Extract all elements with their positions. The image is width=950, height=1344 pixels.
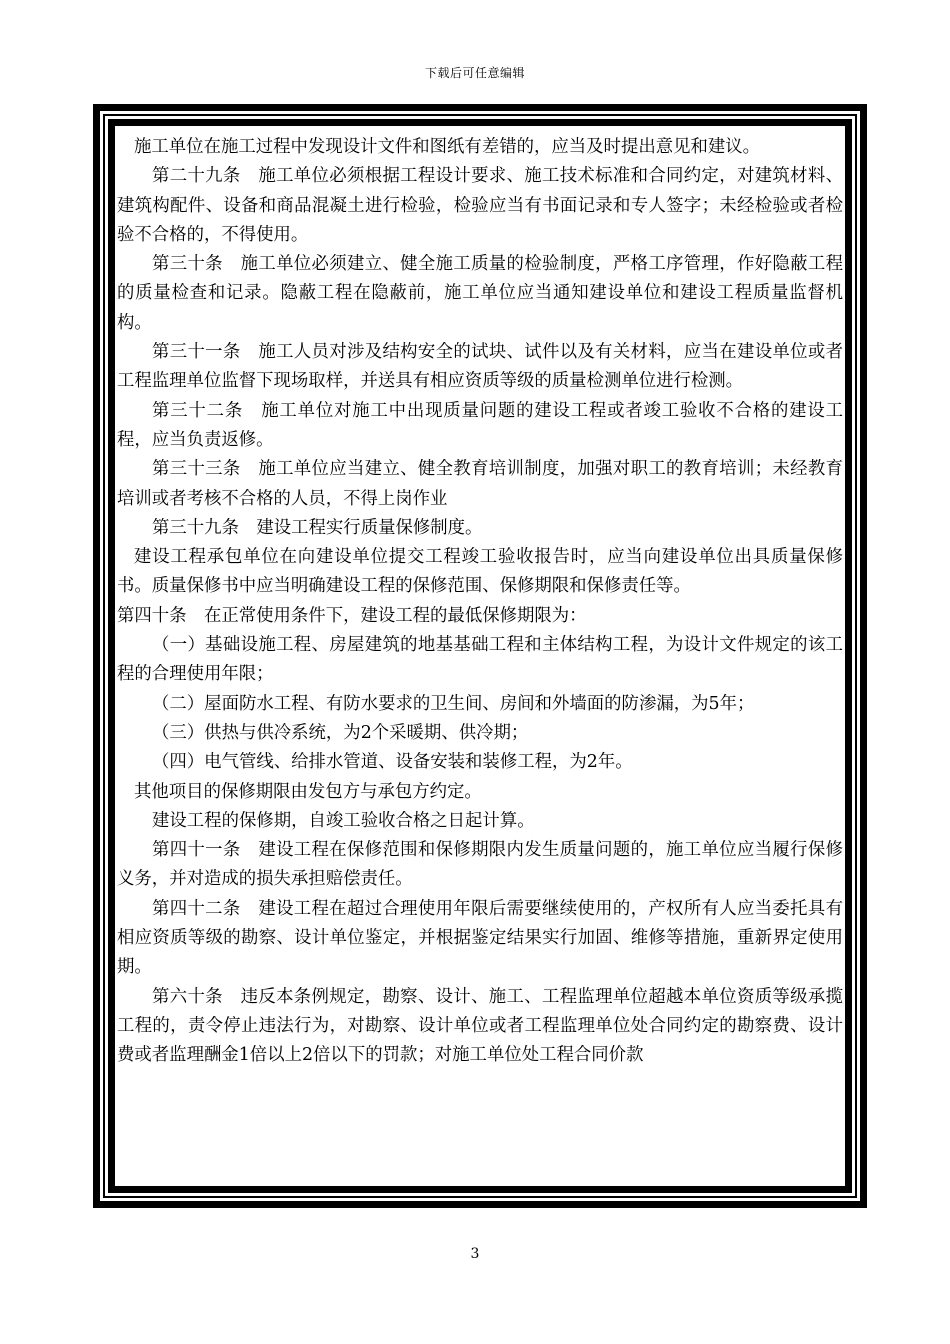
- paragraph: 第三十一条 施工人员对涉及结构安全的试块、试件以及有关材料，应当在建设单位或者工程监理单位监督下现场取样，并送具有相应资质等级的质量检测单位进行检测。: [117, 342, 843, 392]
- paragraph: 第二十九条 施工单位必须根据工程设计要求、施工技术标准和合同约定，对建筑材料、建筑构配件、设备和商品混凝土进行检验，检验应当有书面记录和专人签字；未经检验或者检验不合格的，不得使用。: [117, 166, 843, 245]
- paragraph: 施工单位在施工过程中发现设计文件和图纸有差错的，应当及时提出意见和建议。: [134, 137, 761, 157]
- paragraph: 第六十条 违反本条例规定，勘察、设计、施工、工程监理单位超越本单位资质等级承揽工程的，责令停止违法行为，对勘察、设计单位或者工程监理单位处合同约定的勘察费、设计费或者监理酬金1倍以上2倍以下的罚款；对施工单位处工程合同价款: [117, 986, 843, 1066]
- page-number: 3: [470, 1246, 480, 1262]
- paragraph: 其他项目的保修期限由发包方与承包方约定。: [134, 781, 482, 802]
- page-header: 下载后可任意编辑: [424, 66, 525, 80]
- paragraph: （一）基础设施工程、房屋建筑的地基基础工程和主体结构工程，为设计文件规定的该工程的合理使用年限；: [117, 635, 843, 685]
- paragraph: （四）电气管线、给排水管道、设备安装和装修工程，为2年。: [152, 752, 633, 773]
- paragraph: 建设工程承包单位在向建设单位提交工程竣工验收报告时，应当向建设单位出具质量保修书。质量保修书中应当明确建设工程的保修范围、保修期限和保修责任等。: [117, 547, 843, 597]
- paragraph: 建设工程的保修期，自竣工验收合格之日起计算。: [152, 810, 535, 831]
- paragraph: 第三十九条 建设工程实行质量保修制度。: [152, 517, 483, 538]
- paragraph: 第四十一条 建设工程在保修范围和保修期限内发生质量问题的，施工单位应当履行保修义务，并对造成的损失承担赔偿责任。: [117, 840, 843, 890]
- paragraph: 第四十条 在正常使用条件下，建设工程的最低保修期限为：: [117, 605, 587, 626]
- paragraph: 第四十二条 建设工程在超过合理使用年限后需要继续使用的，产权所有人应当委托具有相应资质等级的勘察、设计单位鉴定，并根据鉴定结果实行加固、维修等措施，重新界定使用期。: [117, 898, 843, 978]
- paragraph: 第三十条 施工单位必须建立、健全施工质量的检验制度，严格工序管理，作好隐蔽工程的质量检查和记录。隐蔽工程在隐蔽前，施工单位应当通知建设单位和建设工程质量监督机构。: [117, 254, 843, 333]
- paragraph: 第三十二条 施工单位对施工中出现质量问题的建设工程或者竣工验收不合格的建设工程，应当负责返修。: [117, 400, 843, 450]
- paragraph: （二）屋面防水工程、有防水要求的卫生间、房间和外墙面的防渗漏，为5年；: [152, 693, 755, 714]
- paragraph: （三）供热与供冷系统，为2个采暖期、供冷期；: [152, 722, 529, 743]
- document-body: [117, 133, 843, 1071]
- paragraph: 第三十三条 施工单位应当建立、健全教育培训制度，加强对职工的教育培训；未经教育培训或者考核不合格的人员，不得上岗作业: [117, 459, 843, 509]
